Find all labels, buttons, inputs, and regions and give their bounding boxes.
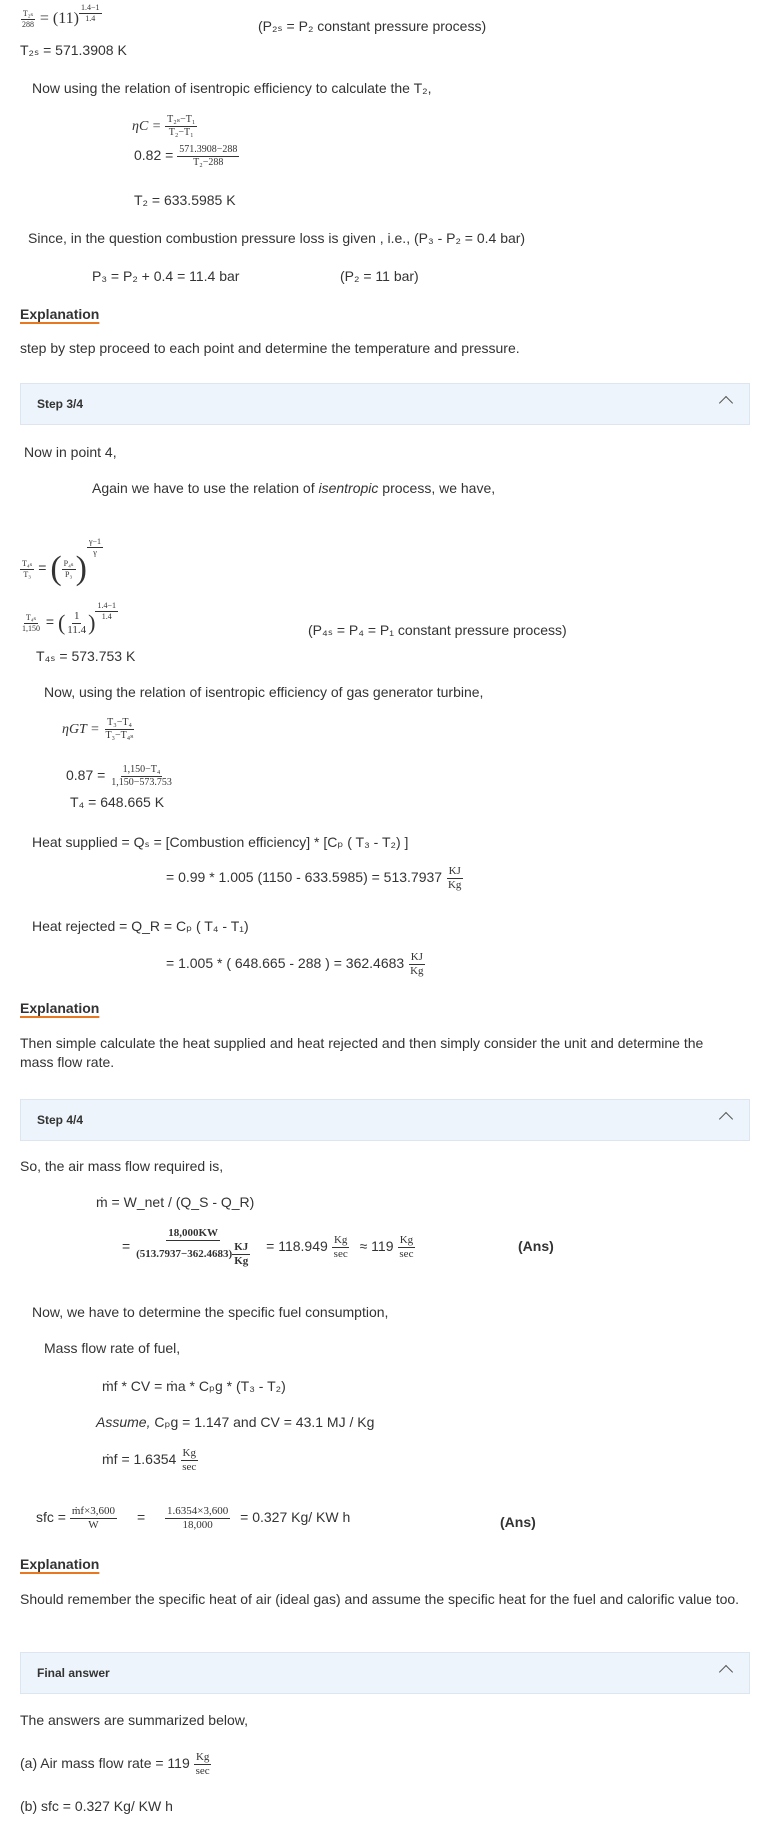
isentropic-efficiency-intro: Now using the relation of isentropic efficiency to calculate the T₂, <box>32 80 432 96</box>
mdot-den: (513.7937−362.4683) $\frac{KJ}{Kg}$ <box>136 1241 249 1267</box>
substitution-note: (P₄ₛ = P₄ = P₁ constant pressure process) <box>308 622 567 638</box>
rel-lhs-den: T₃ <box>23 569 32 579</box>
fuel-energy-balance: ṁf * CV = ṁa * Cₚg * (T₃ - T₂) <box>102 1378 286 1394</box>
substitution-equation: $\frac{\text{T₄ₛ}}{1,150}$ = ( $\frac{1}{11.4}$ ) $\frac{1.4-1}{1.4}$ <box>22 601 116 636</box>
final-answer-header[interactable] <box>20 1652 750 1694</box>
eta-c-value-num: 571.3908−288 <box>179 144 238 155</box>
mass-flow-intro: So, the air mass flow required is, <box>20 1158 224 1174</box>
t4-result: T₄ = 648.665 K <box>70 794 165 810</box>
sub-exp-den: 1.4 <box>101 612 112 621</box>
sub-exp-num: 1.4−1 <box>97 601 116 610</box>
explanation-label: Explanation <box>20 1556 100 1572</box>
eta-gt-equation <box>62 718 136 741</box>
eta-gt-value-den: 1,150−573.753 <box>111 777 172 788</box>
rel-exp-den: γ <box>93 548 97 557</box>
t2s-eq: = (11) <box>39 10 79 28</box>
assumption-text: Assume, Cₚg = 1.147 and CV = 43.1 MJ / Kg <box>96 1414 375 1430</box>
sub-lhs-num: T₄ₛ <box>25 612 37 622</box>
pressure-loss-text: Since, in the question combustion pressure loss is given , i.e., (P₃ - P₂ = 0.4 bar) <box>28 230 526 246</box>
p3-text: P₃ = P₂ + 0.4 = 11.4 bar <box>92 268 240 284</box>
eta-c-label: ηC = <box>132 119 162 135</box>
chevron-up-icon[interactable] <box>719 1112 733 1126</box>
t2s-exp-num: 1.4−1 <box>80 3 100 12</box>
eta-c-num: T₂ₛ−T₁ <box>167 114 196 125</box>
sub-rhs-den: 11.4 <box>67 623 87 636</box>
eta-c-den: T₂−T₁ <box>168 127 194 138</box>
t2s-exp-den: 1.4 <box>85 14 96 23</box>
answer-tag: (Ans) <box>500 1514 536 1530</box>
sub-lhs-den: 1,150 <box>22 623 40 633</box>
sfc-intro: Now, we have to determine the specific fuel consumption, <box>32 1304 389 1320</box>
fuel-flow-intro: Mass flow rate of fuel, <box>44 1340 181 1356</box>
step-4-label: Step 4/4 <box>37 1113 84 1127</box>
t2s-lhs-den: 288 <box>22 20 34 29</box>
step-4-header[interactable] <box>20 1099 750 1141</box>
chevron-up-icon[interactable] <box>719 1665 733 1679</box>
answer-tag: (Ans) <box>518 1238 554 1254</box>
t4s-result: T₄ₛ = 573.753 K <box>36 648 136 664</box>
fuel-flow-result: ṁf = 1.6354 $\frac{Kg}{\sec}$ <box>102 1447 197 1473</box>
eta-c-value-label: 0.82 = <box>134 147 174 164</box>
explanation-text: Then simple calculate the heat supplied and heat rejected and then simply consider the unit and determine the mass flow rate. <box>20 1035 704 1070</box>
sfc-equation: sfc = $\frac{\text{ṁf×3,600}}{W}$ = $\frac{1.6354\times 3,600}{18,000}$ = 0.327 Kg/ KW h <box>36 1505 351 1531</box>
p2-note: (P₂ = 11 bar) <box>340 268 419 284</box>
mass-flow-formula: ṁ = W_net / (Q_S - Q_R) <box>96 1194 255 1210</box>
explanation-label: Explanation <box>20 306 100 322</box>
final-answer-a: (a) Air mass flow rate = 119 $\frac{Kg}{\sec}$ <box>20 1751 210 1777</box>
heat-supplied-formula: Heat supplied = Qₛ = [Combustion efficiency] * [Cₚ ( T₃ - T₂) ] <box>32 834 409 850</box>
chevron-up-icon[interactable] <box>719 396 733 410</box>
rel-rhs-num: P₄ₛ <box>63 558 74 568</box>
step-3-label: Step 3/4 <box>37 397 84 411</box>
eta-gt-label: ηGT = <box>62 722 100 738</box>
rel-exp-num: γ−1 <box>88 537 101 546</box>
rel-lhs-num: T₄ₛ <box>22 558 33 568</box>
isentropic-relation-equation: $\frac{\text{T₄ₛ}}{\text{T₃}}$ = ( $\frac{\text{P₄ₛ}}{\text{P₃}}$ ) $\frac{\gamma-1}{\gamma}$ <box>22 537 101 587</box>
mdot-num: 18,000KW <box>168 1227 219 1239</box>
explanation-text: step by step proceed to each point and determine the temperature and pressure. <box>20 340 520 356</box>
heat-rejected-value: = 1.005 * ( 648.665 - 288 ) = 362.4683 $\frac{KJ}{Kg}$ <box>166 951 424 977</box>
explanation-label: Explanation <box>20 1000 100 1016</box>
t2-result: T₂ = 633.5985 K <box>134 192 236 208</box>
eta-c-equation <box>132 115 197 138</box>
eta-c-value-equation <box>134 145 239 168</box>
mass-flow-calculation: = 18,000KW (513.7937−362.4683) $\frac{KJ}{Kg}$ = 118.949 $\frac{Kg}{\sec}$ ≈ 119 $\frac{Kg}{\sec}$ <box>122 1227 414 1267</box>
final-answer-label: Final answer <box>37 1666 110 1680</box>
final-intro: The answers are summarized below, <box>20 1712 248 1728</box>
gas-turbine-intro: Now, using the relation of isentropic efficiency of gas generator turbine, <box>44 684 484 700</box>
t2s-equation <box>20 3 102 29</box>
final-answer-b: (b) sfc = 0.327 Kg/ KW h <box>20 1798 173 1814</box>
heat-rejected-formula: Heat rejected = Q_R = Cₚ ( T₄ - T₁) <box>32 918 249 934</box>
t2s-lhs-num: T₂ₛ <box>22 9 34 18</box>
point-4-intro: Now in point 4, <box>24 444 117 460</box>
eta-gt-value-equation <box>66 765 174 788</box>
eta-c-value-den: T₂−288 <box>193 157 224 168</box>
rel-rhs-den: P₃ <box>65 569 73 579</box>
t2s-note: (P₂ₛ = P₂ constant pressure process) <box>258 18 487 34</box>
explanation-text: Should remember the specific heat of air (ideal gas) and assume the specific heat for the fuel and calorific value too. <box>20 1591 740 1607</box>
step-3-header[interactable] <box>20 383 750 425</box>
heat-supplied-value: = 0.99 * 1.005 (1150 - 633.5985) = 513.7937 $\frac{KJ}{Kg}$ <box>166 865 462 891</box>
isentropic-relation-text: Again we have to use the relation of isentropic process, we have, <box>92 480 496 496</box>
t2s-result: T₂ₛ = 571.3908 K <box>20 42 127 58</box>
sub-rhs-num: 1 <box>73 609 80 622</box>
eta-gt-den: T₃−T₄ₛ <box>105 730 134 741</box>
eta-gt-value-label: 0.87 = <box>66 767 106 784</box>
eta-gt-num: T₃−T₄ <box>107 717 132 728</box>
eta-gt-value-num: 1,150−T₄ <box>122 764 161 775</box>
